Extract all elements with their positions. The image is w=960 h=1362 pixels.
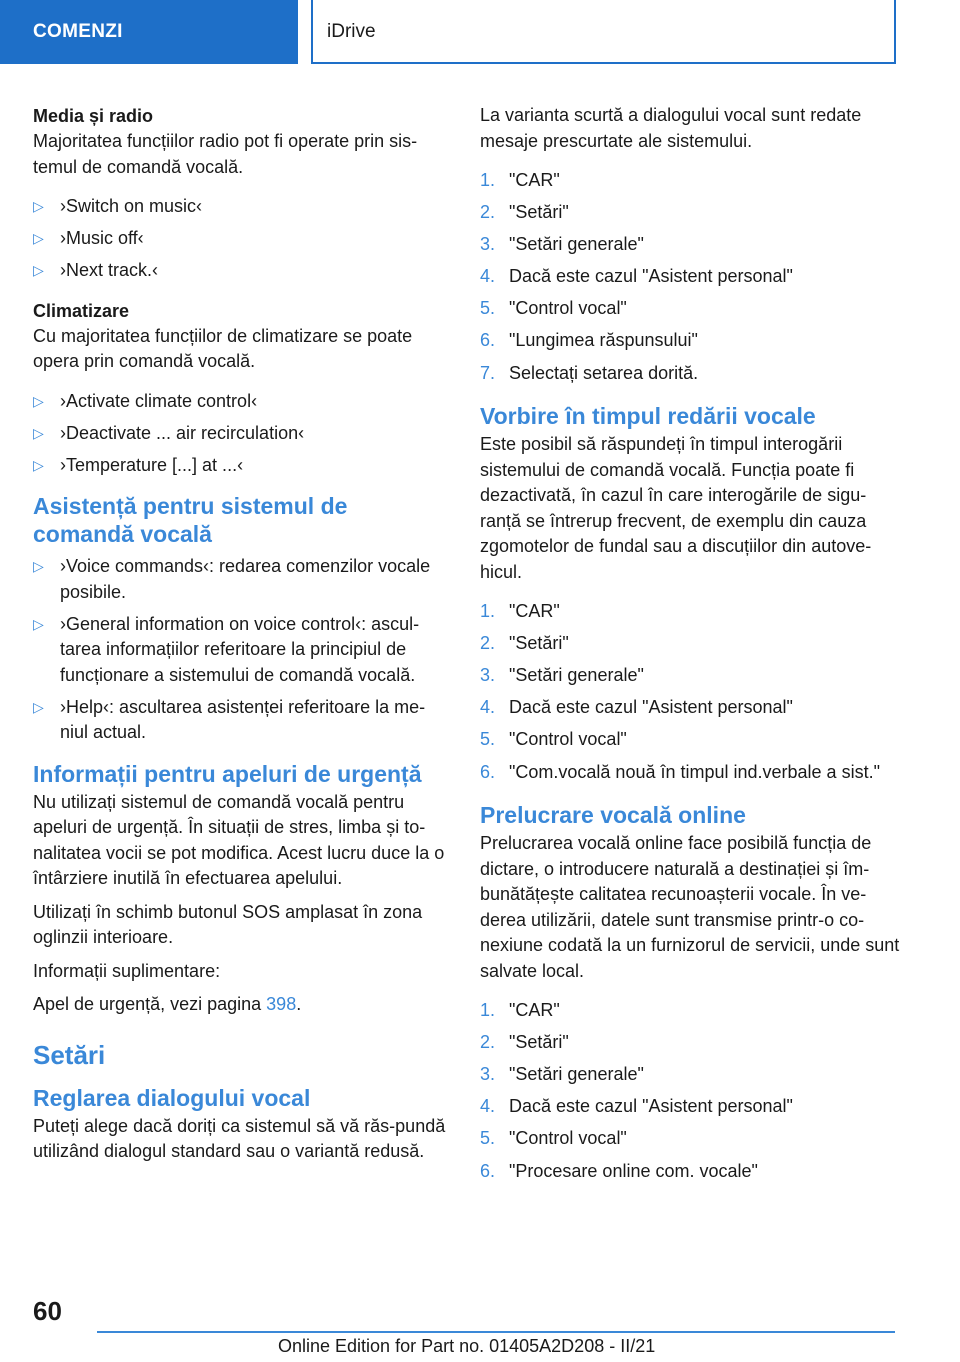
media-heading: Media și radio (33, 106, 154, 126)
step-number: 1. (480, 1000, 496, 1021)
step-text: "Setări generale" (509, 1064, 644, 1085)
asist-heading: Asistență pentru sistemul de comandă vocală (33, 493, 348, 547)
triangle-bullet-icon: ▷ (33, 456, 44, 473)
step-number: 4. (480, 1096, 496, 1117)
steps-list-online (480, 998, 900, 1184)
page-header (0, 0, 960, 66)
step-text: "Setări generale" (509, 665, 644, 686)
list-item (480, 264, 900, 290)
step-text: "Procesare online com. vocale" (509, 1160, 758, 1181)
list-item: ▷ ›Switch on music‹ (33, 194, 451, 220)
list-item (480, 695, 900, 721)
step-number: 5. (480, 298, 496, 319)
step-text: "Lungimea răspunsului" (509, 330, 698, 351)
list-item (480, 200, 900, 226)
urgent-text-4: Apel de urgență, vezi pagina 398. (33, 994, 302, 1014)
triangle-bullet-icon: ▷ (33, 392, 44, 409)
step-number: 7. (480, 362, 496, 383)
list-item (480, 328, 900, 354)
vorbire-heading: Vorbire în timpul redării vocale (480, 403, 816, 430)
list-item: ▷ ›Voice commands‹: redarea comenzilor vocale posibile. (33, 556, 431, 602)
urgent-heading: Informații pentru apeluri de urgență (33, 760, 422, 787)
list-item (480, 168, 900, 194)
chapter-title: iDrive (311, 0, 896, 64)
step-text: "Com.vocală nouă în timpul ind.verbale a sist." (509, 761, 880, 782)
list-item (480, 1126, 900, 1152)
triangle-bullet-icon: ▷ (33, 262, 44, 278)
setari-heading: Setări (33, 1039, 106, 1070)
list-item (480, 1062, 900, 1088)
step-text: "Control vocal" (509, 729, 627, 750)
step-text: Dacă este cazul "Asistent personal" (509, 266, 793, 287)
step-number: 2. (480, 202, 496, 223)
step-text: "Setări" (509, 633, 569, 654)
list-item (480, 599, 900, 625)
step-text: "Control vocal" (509, 298, 627, 319)
step-number: 6. (480, 330, 496, 351)
list-item (480, 631, 900, 657)
triangle-bullet-icon: ▷ (33, 615, 44, 632)
list-item: ▷ ›Activate climate control‹ (33, 389, 451, 415)
list-item (480, 760, 900, 786)
list-item (480, 727, 900, 753)
list-item (480, 361, 900, 387)
step-number: 3. (480, 1064, 496, 1085)
page-number: 60 (33, 1296, 62, 1326)
footer-divider (97, 1331, 895, 1333)
steps-list-barge-in (480, 599, 900, 785)
reglare-text: Puteți alege dacă doriți ca sistemul să vă răs-pundă utilizând dialogul standard sau o variantă redusă. (33, 1115, 446, 1161)
triangle-bullet-icon: ▷ (33, 230, 44, 246)
right-column (480, 103, 900, 1200)
list-item: ▷ ›Next track.‹ (33, 258, 451, 284)
clima-heading: Climatizare (33, 300, 130, 321)
page-link[interactable]: 398 (266, 994, 297, 1014)
list-item: ▷ ›General information on voice control‹: ascul-tarea informațiilor referitoare la principiul de funcționare a sistemului de comandă vocală. (33, 613, 420, 685)
list-item: ▷ ›Music off‹ (33, 226, 451, 252)
edition-footer: Online Edition for Part no. 01405A2D208 - II/21 (278, 1336, 656, 1356)
step-text: "Setări generale" (509, 234, 644, 255)
step-text: "Setări" (509, 1032, 569, 1053)
step-number: 6. (480, 1160, 496, 1181)
step-text: "CAR" (509, 601, 560, 622)
left-column (33, 103, 451, 1173)
step-number: 3. (480, 665, 496, 686)
list-item: ▷ ›Deactivate ... air recirculation‹ (33, 421, 451, 447)
list-item: ▷ ›Help‹: ascultarea asistenței referitoare la me-niul actual. (33, 696, 426, 742)
media-text: Majoritatea funcțiilor radio pot fi operate prin sis-temul de comandă vocală. (33, 131, 418, 177)
step-text: Dacă este cazul "Asistent personal" (509, 1096, 793, 1117)
asist-commands-list (33, 554, 451, 746)
step-number: 2. (480, 633, 496, 654)
step-text: "CAR" (509, 1000, 560, 1021)
short-dialog-text: La varianta scurtă a dialogului vocal sunt redate mesaje prescurtate ale sistemului. (480, 105, 862, 151)
reglare-heading: Reglarea dialogului vocal (33, 1084, 311, 1111)
list-item (480, 232, 900, 258)
list-item (480, 663, 900, 689)
step-text: Dacă este cazul "Asistent personal" (509, 697, 793, 718)
vorbire-text: Este posibil să răspundeți în timpul interogării sistemului de comandă vocală. Funcția poate fi dezactivată, în cazul în care interogările de sigu-ranță se întrerup frecvent, de exemplu din cauza zgomotelor de fundal sau a discuțiilor din autove-hicul. (480, 434, 872, 582)
online-heading: Prelucrare vocală online (480, 802, 746, 829)
steps-list-dialog (480, 168, 900, 386)
triangle-bullet-icon: ▷ (33, 424, 44, 441)
step-text: "Control vocal" (509, 1128, 627, 1149)
online-text: Prelucrarea vocală online face posibilă funcția de dictare, o introducere naturală a destinației și îm-bunătățește calitatea recunoașterii vocale. În ve-derea utilizării, datele sunt transmise printr-o co-nexiune codată la un furnizorul de servicii, unde sunt salvate local. (480, 833, 900, 981)
list-item (480, 998, 900, 1024)
step-number: 6. (480, 761, 496, 782)
step-number: 4. (480, 697, 496, 718)
step-text: Selectați setarea dorită. (509, 362, 699, 383)
step-number: 5. (480, 1128, 496, 1149)
list-item (480, 1030, 900, 1056)
urgent-text-1: Nu utilizați sistemul de comandă vocală pentru apeluri de urgență. În situații de stres, limba și to-nalitatea vocii se pot modifica. Acest lucru duce la o întârziere inutilă în efectuarea apelului. (33, 791, 445, 888)
triangle-bullet-icon: ▷ (33, 198, 44, 214)
media-commands-list (33, 194, 451, 284)
urgent-text-3: Informații suplimentare: (33, 960, 221, 981)
urgent-text-2: Utilizați în schimb butonul SOS amplasat în zona oglinzii interioare. (33, 901, 423, 947)
step-number: 1. (480, 170, 496, 190)
list-item (480, 296, 900, 322)
triangle-bullet-icon: ▷ (33, 558, 44, 574)
clima-commands-list (33, 389, 451, 479)
step-number: 3. (480, 234, 496, 255)
step-number: 5. (480, 729, 496, 750)
step-number: 4. (480, 266, 496, 287)
triangle-bullet-icon: ▷ (33, 698, 44, 715)
section-title: COMENZI (0, 0, 298, 64)
step-number: 1. (480, 601, 496, 622)
list-item (480, 1159, 900, 1185)
list-item (480, 1094, 900, 1120)
step-number: 2. (480, 1032, 496, 1053)
step-text: "Setări" (509, 202, 569, 223)
clima-text: Cu majoritatea funcțiilor de climatizare se poate opera prin comandă vocală. (33, 325, 413, 371)
list-item: ▷ ›Temperature [...] at ...‹ (33, 453, 451, 479)
step-text: "CAR" (509, 170, 560, 190)
